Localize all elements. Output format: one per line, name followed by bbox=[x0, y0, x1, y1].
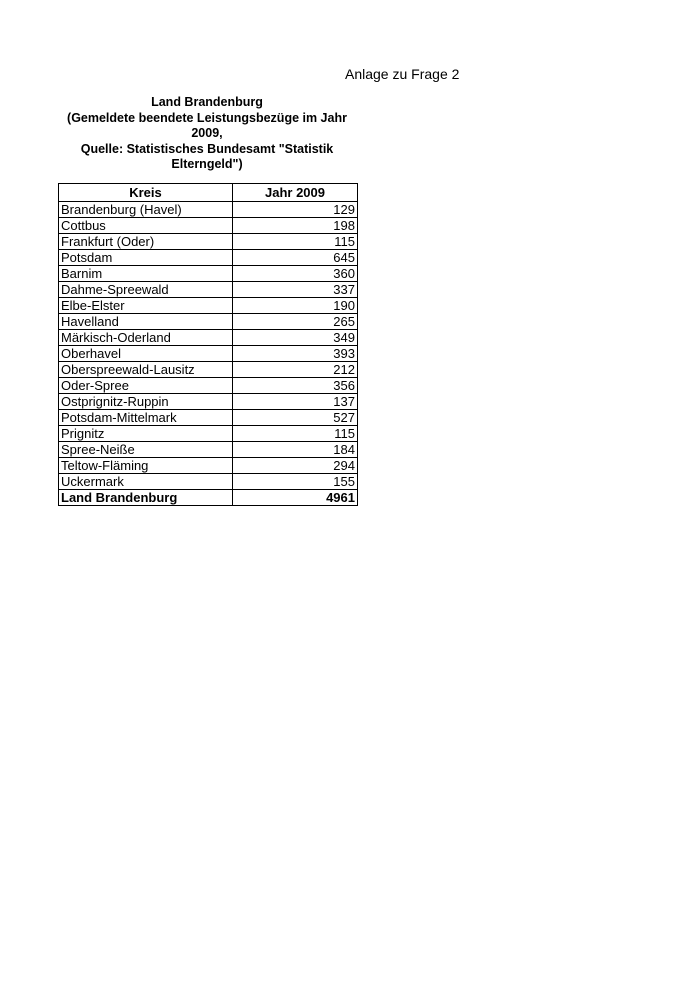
kreis-cell: Dahme-Spreewald bbox=[59, 282, 233, 298]
value-cell: 349 bbox=[233, 330, 358, 346]
kreis-cell: Prignitz bbox=[59, 426, 233, 442]
kreis-cell: Teltow-Fläming bbox=[59, 458, 233, 474]
value-cell: 115 bbox=[233, 426, 358, 442]
table-row bbox=[59, 442, 358, 458]
value-cell: 356 bbox=[233, 378, 358, 394]
column-header-kreis: Kreis bbox=[59, 184, 233, 202]
value-cell: 337 bbox=[233, 282, 358, 298]
table-row bbox=[59, 250, 358, 266]
title-line-3: 2009, bbox=[191, 126, 223, 141]
document-title bbox=[58, 95, 356, 173]
value-cell: 198 bbox=[233, 218, 358, 234]
kreis-cell: Havelland bbox=[59, 314, 233, 330]
column-header-jahr-2009: Jahr 2009 bbox=[233, 184, 358, 202]
kreis-cell: Cottbus bbox=[59, 218, 233, 234]
value-cell: 294 bbox=[233, 458, 358, 474]
kreis-cell: Barnim bbox=[59, 266, 233, 282]
kreis-cell: Frankfurt (Oder) bbox=[59, 234, 233, 250]
value-cell: 527 bbox=[233, 410, 358, 426]
table-row bbox=[59, 298, 358, 314]
data-table bbox=[58, 183, 358, 506]
table-row bbox=[59, 282, 358, 298]
total-value: 4961 bbox=[233, 490, 358, 506]
table-row bbox=[59, 474, 358, 490]
table-row bbox=[59, 314, 358, 330]
table-row bbox=[59, 394, 358, 410]
value-cell: 184 bbox=[233, 442, 358, 458]
table-row bbox=[59, 362, 358, 378]
kreis-cell: Potsdam-Mittelmark bbox=[59, 410, 233, 426]
value-cell: 129 bbox=[233, 202, 358, 218]
value-cell: 155 bbox=[233, 474, 358, 490]
table-row bbox=[59, 202, 358, 218]
value-cell: 393 bbox=[233, 346, 358, 362]
kreis-cell: Potsdam bbox=[59, 250, 233, 266]
value-cell: 190 bbox=[233, 298, 358, 314]
total-label: Land Brandenburg bbox=[59, 490, 233, 506]
kreis-cell: Brandenburg (Havel) bbox=[59, 202, 233, 218]
kreis-cell: Oder-Spree bbox=[59, 378, 233, 394]
table-row bbox=[59, 378, 358, 394]
value-cell: 212 bbox=[233, 362, 358, 378]
kreis-cell: Ostprignitz-Ruppin bbox=[59, 394, 233, 410]
annex-label: Anlage zu Frage 2 bbox=[345, 66, 460, 82]
kreis-cell: Oberspreewald-Lausitz bbox=[59, 362, 233, 378]
table-row bbox=[59, 346, 358, 362]
table-row bbox=[59, 426, 358, 442]
table-row bbox=[59, 458, 358, 474]
table-row bbox=[59, 410, 358, 426]
table-row bbox=[59, 330, 358, 346]
kreis-cell: Spree-Neiße bbox=[59, 442, 233, 458]
kreis-cell: Märkisch-Oderland bbox=[59, 330, 233, 346]
value-cell: 265 bbox=[233, 314, 358, 330]
title-line-4: Quelle: Statistisches Bundesamt "Statistik bbox=[80, 141, 334, 156]
kreis-cell: Uckermark bbox=[59, 474, 233, 490]
kreis-cell: Elbe-Elster bbox=[59, 298, 233, 314]
value-cell: 115 bbox=[233, 234, 358, 250]
value-cell: 360 bbox=[233, 266, 358, 282]
table-row bbox=[59, 218, 358, 234]
value-cell: 645 bbox=[233, 250, 358, 266]
table-header-row bbox=[59, 184, 358, 202]
value-cell: 137 bbox=[233, 394, 358, 410]
kreis-cell: Oberhavel bbox=[59, 346, 233, 362]
total-row bbox=[59, 490, 358, 506]
title-line-2: (Gemeldete beendete Leistungsbezüge im Jahr bbox=[67, 110, 347, 125]
title-line-1: Land Brandenburg bbox=[151, 95, 263, 109]
title-line-5: Elterngeld") bbox=[171, 157, 243, 172]
table-row bbox=[59, 266, 358, 282]
table-row bbox=[59, 234, 358, 250]
